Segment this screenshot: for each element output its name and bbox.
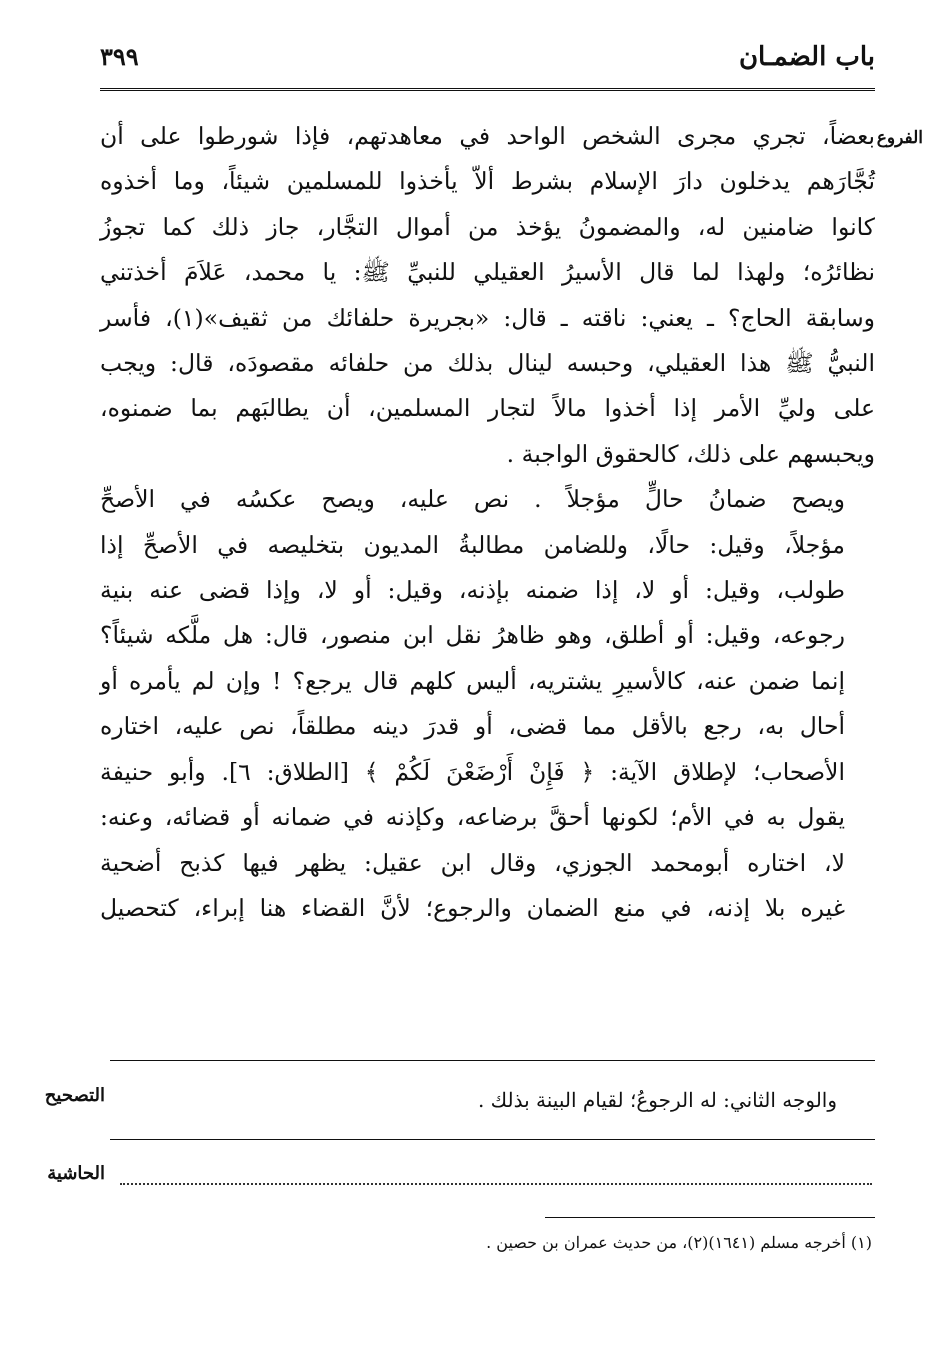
header-rule [100,88,875,91]
footnote-rule [545,1217,875,1218]
page-header [100,40,875,84]
section-divider [110,1060,875,1061]
text-line: بعضاً، تجري مجرى الشخص الواحد في معاهدتهم، فإذا شورطوا على أن [100,122,875,150]
text-line: إنما ضمن عنه، كالأسيرِ يشتريه، أليس كلهم قال يرجع؟ ! وإن لم يأمره أو [100,666,845,695]
text-line: وسابقة الحاج؟ ـ يعني: ناقته ـ قال: «بجريرة حلفائك من ثقيف»(١)، فأسر [100,303,875,332]
text-line: يقول به في الأم؛ لكونها أحقَّ برضاعه، وكإذنه في ضمانه أو قضائه، وعنه: [100,803,845,832]
paragraph-1 [100,114,875,477]
furu-margin-label: الفروع [876,128,923,148]
text-line: ويحبسهم على ذلك، كالحقوق الواجبة . [506,439,875,468]
main-text [100,114,875,931]
section-divider [110,1139,875,1140]
text-line: ويصح ضمانُ حالٍّ مؤجلاً . نص عليه، ويصح عكسُه في الأصحِّ [100,485,845,514]
text-line: كانوا ضامنين له، والمضمونُ يؤخذ من أموال التجَّار، جاز ذلك كما تجوزُ [100,212,875,241]
text-line: تُجَّارَهم يدخلون دارَ الإسلام بشرط ألاّ يأخذوا للمسلمين شيئاً، وما أخذوه [100,167,875,196]
hashiya-margin-label: الحاشية [47,1163,105,1184]
text-line: لا، اختاره أبومحمد الجوزي، وقال ابن عقيل: يظهر فيها كذبح أضحية [100,848,845,877]
footnote: (١) أخرجه مسلم (١٦٤١)(٢)، من حديث عمران بن حصين . [486,1233,872,1252]
text-line: طولب، وقيل: أو لا، إذا ضمنه بإذنه، وقيل: أو لا، وإذا قضى عنه بنية [100,576,845,605]
text-line: الأصحاب؛ لإطلاق الآية: ﴿ فَإِنْ أَرْضَعْنَ لَكُمْ ﴾ [الطلاق: ٦]. وأبو حنيفة [100,757,845,786]
chapter-title: باب الضمـان [738,42,875,72]
text-line: غيره بلا إذنه، في منع الضمان والرجوع؛ لأنَّ القضاء هنا إبراء، كتحصيل [100,893,845,922]
text-line: على وليِّ الأمر إذا أخذوا مالاً لتجار المسلمين، أن يطالبَهم بما ضمنوه، [100,394,875,423]
paragraph-2 [100,477,875,931]
text-line: رجوعه، وقيل: أو أطلق، وهو ظاهرُ نقل ابن منصور، قال: هل ملَّكه شيئاً؟ [100,621,845,650]
text-line: مؤجلاً، وقيل: حالًا، وللضامن مطالبةُ المديون بتخليصه في الأصحِّ إذا [100,530,845,559]
text-line: نظائرُه؛ ولهذا لما قال الأسيرُ العقيلي للنبيِّ ﷺ: يا محمد، عَلاَمَ أخذتني [100,258,875,287]
tashih-text: والوجه الثاني: له الرجوعُ؛ لقيام البينة بذلك . [477,1088,837,1112]
hashiya-dotted-line [120,1183,872,1185]
text-line: أحال به، رجع بالأقل مما قضى، أو قدرَ دينه مطلقاً، نص عليه، اختاره [100,712,845,741]
page-number: ٣٩٩ [100,42,139,71]
tashih-margin-label: التصحيح [44,1085,105,1106]
text-line: النبيُّ ﷺ هذا العقيلي، وحبسه لينال بذلك من حلفائه مقصودَه، قال: ويجب [100,349,875,378]
